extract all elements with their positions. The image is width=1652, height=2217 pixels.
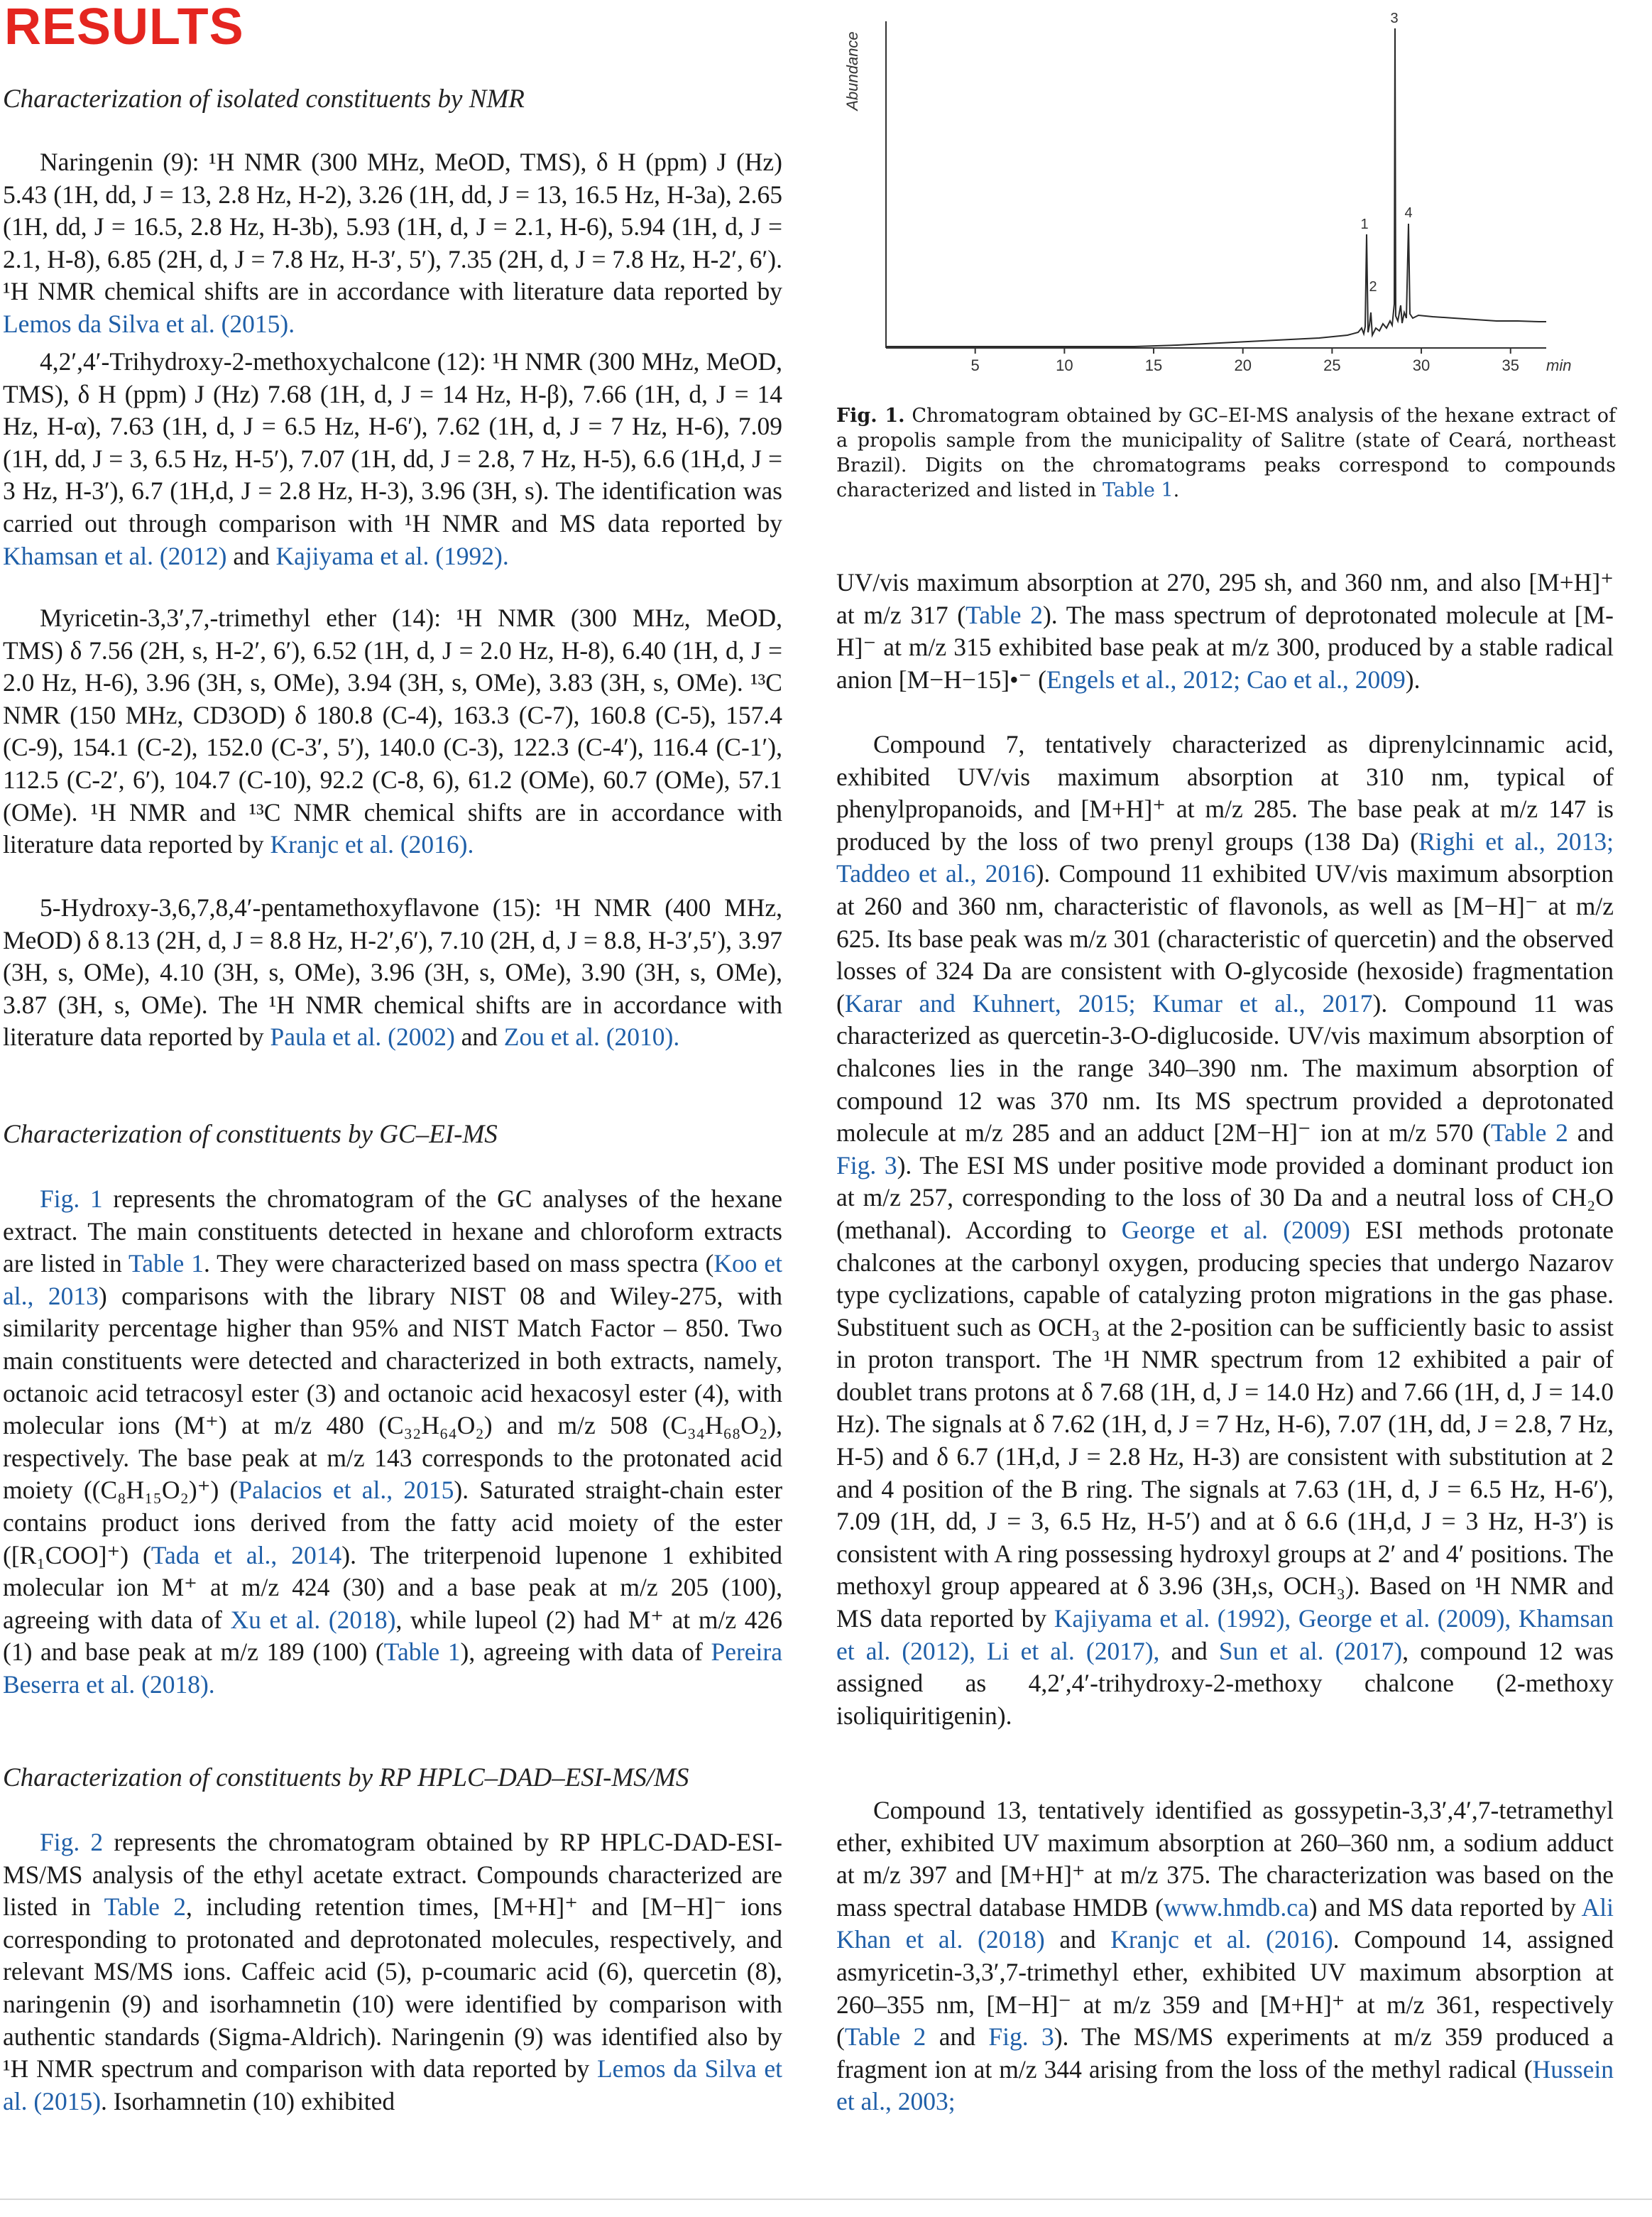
peak-label-4: 4: [1404, 205, 1413, 221]
uv-text: ). The mass spectrum of deprotonated molecule at [M-H]⁻ at m/z 315 exhibited base peak at m/z 300, produced by a stable radical anion [M−H−15]•⁻ (: [836, 600, 1614, 694]
ref-xu[interactable]: Xu et al. (2018): [230, 1605, 396, 1634]
paragraph-flavone: [3, 892, 782, 1054]
compound13-text: . Compound 14, assigned asmyricetin-3,3′,7-trimethyl ether, exhibited UV maximum absorption at 260–355 nm, [M−H]⁻ at m/z 359 and [M+H]⁺ at m/z 361, respectively (: [836, 1925, 1614, 2052]
x-tick-label: 25: [1323, 356, 1341, 374]
peak-label-2: 2: [1369, 279, 1377, 295]
gc-text: ), agreeing with data of: [460, 1638, 711, 1667]
gc-text: ). Saturated straight-chain ester contains product ions derived from the fatty acid moiety of the ester ([R₁COO]⁺) (: [3, 1476, 783, 1569]
ref-lemos[interactable]: Lemos da Silva et al. (2015).: [3, 309, 295, 338]
ref-koo[interactable]: Koo et al., 2013: [3, 1249, 783, 1310]
ref-pereira[interactable]: Pereira Beserra et al. (2018).: [3, 1638, 782, 1699]
link-hmdb[interactable]: www.hmdb.ca: [1163, 1892, 1309, 1922]
compound7-text: ). The ESI MS under positive mode provided a dominant product ion at m/z 257, corresponding to the loss of 30 Da and a neutral loss of CH₂O (methanal). According to: [836, 1150, 1614, 1244]
ref-kajiyama-list[interactable]: Kajiyama et al. (1992), George et al. (2009), Khamsan et al. (2012), Li et al. (2017),: [836, 1604, 1614, 1665]
ref-ali-khan[interactable]: Ali Khan et al. (2018): [836, 1892, 1614, 1954]
ref-table2-uv[interactable]: Table 2: [966, 600, 1043, 629]
caption-end: .: [1173, 479, 1180, 501]
ref-khamsan[interactable]: Khamsan et al. (2012): [3, 541, 227, 570]
chromatogram-trace: [886, 28, 1546, 347]
ref-kranjc-2[interactable]: Kranjc et al. (2016): [1110, 1925, 1333, 1954]
ref-paula[interactable]: Paula et al. (2002): [270, 1023, 455, 1052]
gc-text: ). The triterpenoid lupenone 1 exhibited molecular ion M⁺ at m/z 424 (30) and a base peak at m/z 205 (100), agreeing with data of: [3, 1540, 782, 1634]
ref-fig2[interactable]: Fig. 2: [40, 1828, 104, 1856]
results-heading: RESULTS: [4, 0, 244, 55]
chalcone-text: 4,2′,4′-Trihydroxy-2-methoxychalcone (12): ¹H NMR (300 MHz, MeOD, TMS), δ H (ppm) J (Hz) 7.68 (1H, d, J = 14 Hz, H-β), 7.66 (1H, d, J = 14 Hz, H-α), 7.63 (1H, d, J = 6.5 Hz, H-6′), 7.62 (1H, d, J = 7 Hz, H-6), 7.09 (1H, dd, J = 3, 6.5 Hz, H-5′), 7.07 (1H, dd, J = 2.8, 7 Hz, H-5), 6.6 (1H,d, J = 3 Hz, H-3′), 6.7 (1H,d, J = 2.8 Hz, H-3), 3.96 (3H, s). The identification was carried out through comparison with ¹H NMR and MS data reported by: [3, 347, 782, 538]
figure-caption: [836, 403, 1616, 503]
ref-fig1[interactable]: Fig. 1: [40, 1184, 103, 1213]
x-tick-label: 30: [1412, 356, 1431, 374]
ref-table1-b[interactable]: Table 1: [383, 1638, 461, 1667]
ref-table2-c12[interactable]: Table 2: [1491, 1118, 1568, 1148]
gc-text: ) comparisons with the library NIST 08 and Wiley-275, with similarity percentage higher than 95% and NIST Match Factor – 850. Two main constituents were detected and characterized in both extracts, namely, octanoic acid tetracosyl ester (3) and octanoic acid hexacosyl ester (4), with molecular ions (M⁺) at m/z 480 (C₃₂H₆₄O₂) and m/z 508 (C₃₄H₆₈O₂), respectively. The base peak at m/z 143 corresponds to the protonated acid moiety ((C₈H₁₅O₂)⁺) (: [3, 1281, 782, 1505]
ref-lemos-2[interactable]: Lemos da Silva et al. (2015): [3, 2054, 782, 2115]
compound7-text: Compound 7, tentatively characterized as diprenylcinnamic acid, exhibited UV/vis maximum absorption at 310 nm, typical of phenylpropanoids, and [M+H]⁺ at m/z 285. The base peak at m/z 147 is produced by the loss of two prenyl groups (138 Da) (: [836, 730, 1614, 856]
ref-table2[interactable]: Table 2: [104, 1892, 187, 1922]
compound7-text: ). Compound 11 exhibited UV/vis maximum absorption at 260 and 360 nm, characteristic of flavonols, as well as [M−H]⁻ at m/z 625. Its base peak was m/z 301 (characteristic of quercetin) and the observed losses of 324 Da are consistent with O-glycoside (hexoside) fragmentation (: [836, 859, 1614, 1018]
myricetin-text: Myricetin-3,3′,7,-trimethyl ether (14): ¹H NMR (300 MHz, MeOD, TMS) δ 7.56 (2H, s, H-2′, 6′), 6.52 (1H, d, J = 2.0 Hz, H-8), 6.40 (1H, d, J = 2.0 Hz, H-6), 3.96 (3H, s, OMe), 3.94 (3H, s, OMe), 3.83 (3H, s, OMe). ¹³C NMR (150 MHz, CD3OD) δ 180.8 (C-4), 163.3 (C-7), 160.8 (C-5), 157.4 (C-9), 154.1 (C-2), 152.0 (C-3′, 5′), 140.0 (C-3), 122.3 (C-4′), 116.4 (C-1′), 112.5 (C-2′, 6′), 104.7 (C-10), 92.2 (C-8, 6), 61.2 (OMe), 60.7 (OMe), 57.1 (OMe). ¹H NMR and ¹³C NMR chemical shifts are in accordance with literature data reported by: [3, 604, 782, 859]
flavone-text: 5-Hydroxy-3,6,7,8,4′-pentamethoxyflavone (15): ¹H NMR (400 MHz, MeOD) δ 8.13 (2H, d, J = 8.8 Hz, H-2′,6′), 7.10 (2H, d, J = 8.8, H-3′,5′), 3.97 (3H, s, OMe), 4.10 (3H, s, OMe), 3.96 (3H, s, OMe), 3.90 (3H, s, OMe), 3.87 (3H, s, OMe). The ¹H NMR chemical shifts are in accordance with literature data reported by: [3, 893, 782, 1052]
figure-1: [836, 0, 1616, 511]
ref-karar[interactable]: Karar and Kuhnert, 2015; Kumar et al., 2017: [844, 988, 1373, 1018]
compound13-text: ). The MS/MS experiments at m/z 359 produced a fragment ion at m/z 344 arising from the loss of the methyl radical (: [836, 2022, 1614, 2083]
gc-text: , while lupeol (2) had M⁺ at m/z 426 (1) and base peak at m/z 189 (100) (: [3, 1605, 782, 1667]
x-tick-label: 15: [1144, 356, 1163, 374]
paragraph-hplc: [3, 1826, 782, 2118]
section-heading-gc: Characterization of constituents by GC–EI-MS: [3, 1120, 498, 1149]
bottom-rule: [0, 2199, 1652, 2200]
ref-hussein[interactable]: Hussein et al., 2003;: [836, 2054, 1614, 2116]
hplc-text: . Isorhamnetin (10) exhibited: [101, 2086, 395, 2115]
and-text: and: [926, 2022, 989, 2052]
paragraph-compound13: [836, 1794, 1614, 2118]
x-unit: min: [1546, 356, 1572, 374]
ref-fig3[interactable]: Fig. 3: [836, 1150, 897, 1180]
ref-righi[interactable]: Righi et al., 2013; Taddeo et al., 2016: [836, 827, 1614, 888]
ref-palacios[interactable]: Palacios et al., 2015: [238, 1476, 454, 1505]
x-tick-label: 20: [1234, 356, 1252, 374]
ref-tada[interactable]: Tada et al., 2014: [151, 1540, 342, 1569]
section-heading-hplc: Characterization of constituents by RP HPLC–DAD–ESI-MS/MS: [3, 1763, 689, 1792]
hplc-text: , including retention times, [M+H]⁺ and [M−H]⁻ ions corresponding to protonated and deprotonated molecules, respectively, and relevant MS/MS ions. Caffeic acid (5), p-coumaric acid (6), quercetin (8), naringenin (9) and isorhamnetin (10) were identified by comparison with authentic standards (Sigma-Aldrich). Naringenin (9) was identified also by ¹H NMR spectrum and comparison with data reported by: [3, 1892, 782, 2083]
paragraph-naringenin: [3, 146, 782, 341]
paragraph-gc: [3, 1183, 782, 1701]
peak-label-3: 3: [1390, 11, 1399, 26]
and-text: and: [226, 541, 276, 570]
ref-table1[interactable]: Table 1: [128, 1249, 204, 1278]
ref-kajiyama[interactable]: Kajiyama et al. (1992).: [275, 541, 509, 570]
ref-table2-c14[interactable]: Table 2: [844, 2022, 926, 2052]
y-axis-label: Abundance: [843, 31, 861, 111]
ref-zou[interactable]: Zou et al. (2010).: [503, 1023, 680, 1052]
peak-label-1: 1: [1360, 217, 1369, 232]
paragraph-chalcone: [3, 346, 782, 572]
section-heading-nmr: Characterization of isolated constituents by NMR: [3, 85, 525, 114]
x-ticks: [971, 348, 1519, 374]
caption-ref-table1[interactable]: Table 1: [1102, 479, 1174, 501]
ref-engels[interactable]: Engels et al., 2012; Cao et al., 2009: [1046, 665, 1406, 694]
chromatogram: [836, 0, 1616, 398]
ref-kranjc[interactable]: Kranjc et al. (2016).: [270, 830, 474, 859]
x-tick-label: 10: [1056, 356, 1073, 374]
caption-text: Chromatogram obtained by GC–EI-MS analysis of the hexane extract of a propolis sample from the municipality of Salitre (state of Ceará, northeast Brazil). Digits on the chromatograms peaks correspond to compounds characterized and listed in: [836, 405, 1616, 501]
paragraph-compound7: [836, 729, 1614, 1732]
caption-label: Fig. 1.: [836, 405, 905, 427]
ref-fig3-b[interactable]: Fig. 3: [988, 2022, 1054, 2052]
x-tick-label: 35: [1501, 356, 1519, 374]
and-text: and: [1568, 1118, 1614, 1148]
compound7-text: ). Compound 11 was characterized as quercetin-3-O-diglucoside. UV/vis maximum absorption of chalcones lies in the range 340–390 nm. The maximum absorption of compound 12 was 370 nm. Its MS spectrum provided a deprotonated molecule at m/z 285 and an adduct [2M−H]⁻ ion at m/z 570 (: [836, 988, 1614, 1148]
compound13-text: Compound 13, tentatively identified as gossypetin-3,3′,4′,7-tetramethyl ether, exhibited UV maximum absorption at 260–360 nm, a sodium adduct at m/z 397 and [M+H]⁺ at m/z 375. The characterization was based on the mass spectral database HMDB (: [836, 1796, 1614, 1922]
compound7-text: , compound 12 was assigned as 4,2′,4′-trihydroxy-2-methoxy chalcone (2-methoxy isoliquiritigenin).: [836, 1636, 1614, 1730]
x-tick-label: 5: [970, 356, 980, 374]
uv-text: UV/vis maximum absorption at 270, 295 sh, and 360 nm, and also [M+H]⁺ at m/z 317 (: [836, 568, 1614, 629]
gc-text: . They were characterized based on mass spectra (: [204, 1249, 714, 1278]
ref-george[interactable]: George et al. (2009): [1121, 1215, 1350, 1244]
hplc-text: represents the chromatogram obtained by RP HPLC-DAD-ESI-MS/MS analysis of the ethyl acetate extract. Compounds characterized are listed in: [3, 1828, 782, 1922]
compound13-text: ) and MS data reported by: [1308, 1892, 1582, 1922]
compound7-text: ESI methods protonate chalcones at the carbonyl oxygen, producing species that undergo Nazarov type cyclizations, capable of catalyzing proton migrations in the gas phase. Substituent such as OCH₃ at the 2-position can be sufficiently basic to assist in proton transport. The ¹H NMR spectrum from 12 exhibited a pair of doublet trans protons at δ 7.68 (1H, d, J = 14.0 Hz) and 7.66 (1H, d, J = 14.0 Hz). The signals at δ 7.62 (1H, d, J = 7 Hz, H-6), 7.07 (1H, dd, J = 2.8, 7 Hz, H-5) and δ 6.7 (1H,d, J = 2.8 Hz, H-3) are consistent with substitution at 2 and 4 position of the B ring. The signals at 7.63 (1H, d, J = 6.5 Hz, H-6′), 7.09 (1H, dd, J = 3, 6.5 Hz, H-5′) and at δ 6.6 (1H,d, J = 3 Hz, H-3′) is consistent with A ring possessing hydroxyl groups at 2′ and 4′ positions. The methoxyl group appeared at δ 3.96 (3H,s, OCH₃). Based on ¹H NMR and MS data reported by: [836, 1215, 1614, 1633]
ref-sun[interactable]: Sun et al. (2017): [1218, 1636, 1403, 1665]
and-text: and: [1159, 1636, 1219, 1665]
paragraph-myricetin: [3, 602, 782, 861]
and-text: and: [454, 1023, 504, 1052]
and-text: and: [1044, 1925, 1111, 1954]
gc-text: represents the chromatogram of the GC analyses of the hexane extract. The main constituents detected in hexane and chloroform extracts are listed in: [3, 1184, 782, 1278]
paragraph-uv: [836, 567, 1614, 696]
naringenin-text: Naringenin (9): ¹H NMR (300 MHz, MeOD, TMS), δ H (ppm) J (Hz) 5.43 (1H, dd, J = 13, 2.8 Hz, H-2), 3.26 (1H, dd, J = 13, 16.5 Hz, H-3a), 2.65 (1H, dd, J = 16.5, 2.8 Hz, H-3b), 5.93 (1H, d, J = 2.1, H-6), 5.94 (1H, d, J = 2.1, H-8), 6.85 (2H, d, J = 7.8 Hz, H-3′, 5′), 7.35 (2H, d, J = 7.8 Hz, H-2′, 6′). ¹H NMR chemical shifts are in accordance with literature data reported by: [3, 148, 782, 306]
uv-text: ).: [1405, 665, 1421, 694]
